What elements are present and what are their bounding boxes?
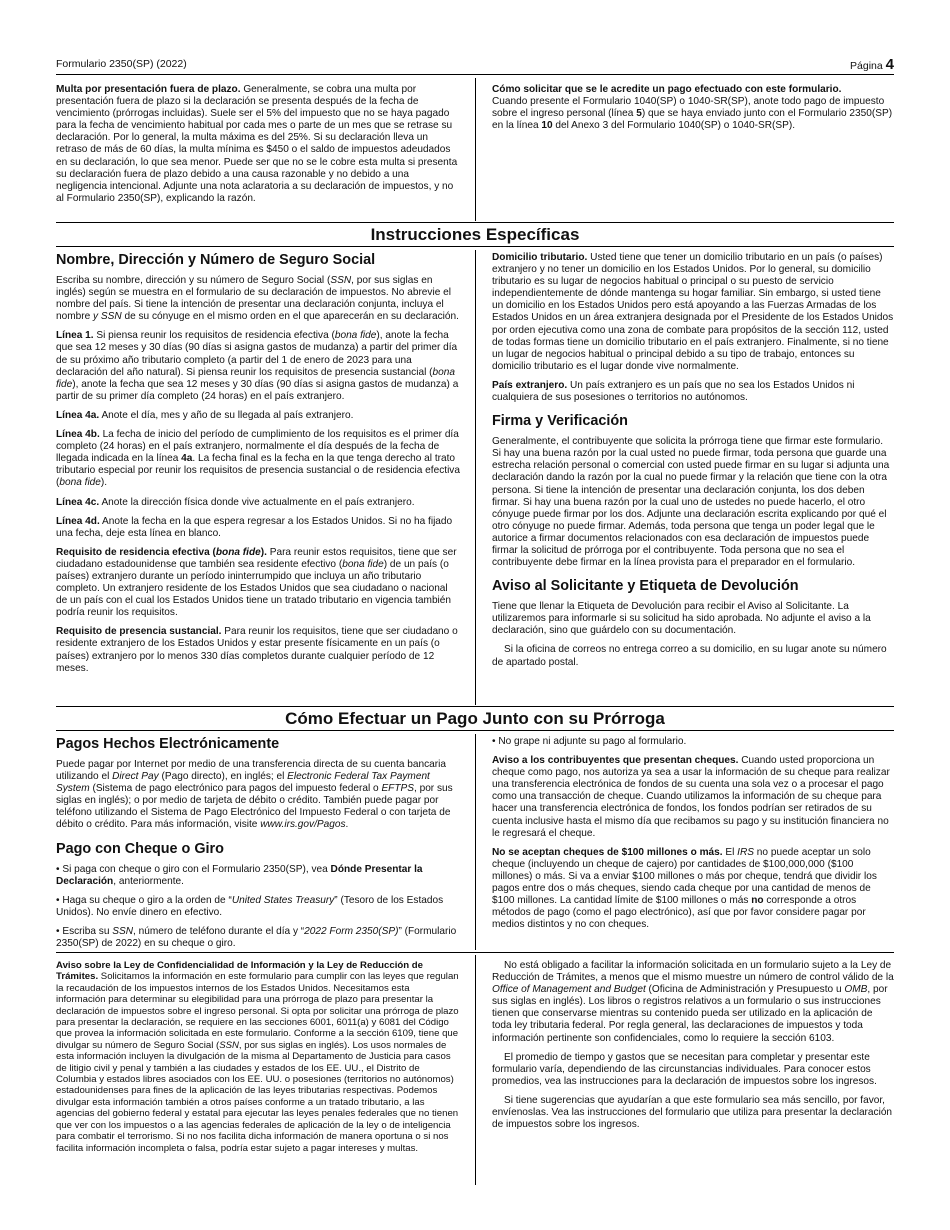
text-run [56,516,460,540]
electronic-section [56,736,460,957]
text-run: . [345,819,349,831]
text-run: El promedio de tiempo y gastos que se necesitan para completar y presentar este formulario varía, dependiendo de las circunstancias individuales. Para conocer estos promedios, vea las instrucciones para la declaración de impuestos sobre los ingresos. [492,1051,877,1087]
privacy-section [56,960,460,1161]
text-run [492,84,894,132]
text-run: ), anote la fecha que sea 12 meses y 30 días (90 días si asigna gastos de mudanza) a partir del primer día de su próximo año tributario completo (a partir del 1 de enero de 2023 para una declaración del año natural). Si piensa reunir los requisitos de presencia sustancial ( [56,330,458,378]
name-section [56,252,460,682]
text-run: SSN [219,1039,239,1051]
text-run: , anteriormente. [113,875,184,887]
text-run: ) de un país (o países) extranjero durante un período ininterrumpido que incluya un año tributario completo. Un extranjero residente de los Estados Unidos que sea ciudadano o nacional de un país con el cual los Estados Unidos tiene un tratado tributario en vigencia también podría reunir los requisitos. [56,558,452,619]
text-run: Línea 1. [56,330,94,342]
text-run: Para reunir los requisitos, tiene que ser ciudadano o residente extranjero de los Estados Unidos y estar presente físicamente en un país (o países) extranjero por lo menos 330 días completos durante cualquier período de 12 meses. [56,626,458,674]
text-run [56,429,460,489]
text-run: ), anote la fecha que sea 12 meses y 30 días (90 días si asigna gastos de mudanza) a partir de su primer día completo (24 horas) en el país extranjero. [56,378,459,402]
text-run: Anote la dirección física donde vive actualmente en el país extranjero. [99,496,415,508]
heading-check: Pago con Cheque o Giro [56,840,224,857]
text-run: Multa por presentación fuera de plazo. [56,84,241,95]
text-run: Solicitamos la información en este formulario para cumplir con las leyes que regulan la recaudación de los impuestos internos de los Estados Unidos. Necesitamos esta información para determinar su elegibilidad para una prórroga de plazo para presentar la declaración de impuestos sobre el ingreso personal. Si opta por solicitar una prórroga de plazo para presentar la declaración, se requiere en las secciones 6001, 6011(a) y 6081 del Código que provea la información solicitada en este formulario. Conforme a la sección 6109, tiene que divulgar su número de Seguro Social ( [56,971,459,1051]
text-run: Si la oficina de correos no entrega correo a su domicilio, en su lugar anote su número de apartado postal. [492,644,887,668]
text-run: del Anexo 3 del Formulario 1040(SP) o 1040-SR(SP). [552,120,795,132]
text-run [492,380,894,404]
section-title-payment: Cómo Efectuar un Pago Junto con su Prórroga [56,706,894,731]
text-run [56,626,460,674]
text-run: Cuando usted proporciona un cheque como pago, nos autoriza ya sea a usar la información de su cheque para realizar una transferencia electrónica de fondos de su cuenta una sola vez o a procesar el pago como una transacción de cheque. Cuando utilizamos la información de su cheque para hacer una transferencia electrónica de fondos, los fondos podrían ser retirados de su cuenta inclusive hasta el mismo día que recibamos su pago y su institución financiera no le regresará el cheque. [492,755,890,839]
text-run: , por sus siglas en inglés) según se muestra en el formulario de su declaración de impuestos. No abrevie el nombre del país. Si tiene la intención de presentar una declaración conjunta, incluya el nombre [56,275,451,323]
text-run [56,864,460,888]
text-run: bona fide [215,546,261,558]
text-run: EFTPS [381,783,414,795]
text-run: SSN [330,275,352,286]
text-run: (Sistema de pago electrónico para pagos del impuesto federal o [89,783,382,795]
text-run: Para reunir estos requisitos, tiene que ser ciudadano estadounidense que también sea residente efectivo ( [56,546,457,570]
divider [56,952,894,953]
text-run: Línea 4a. [56,409,100,421]
text-run: Aviso a los contribuyentes que presentan cheques. [492,755,739,767]
text-run [216,547,261,558]
text-run: Puede pagar por Internet por medio de una transferencia directa de su cuenta bancaria utilizando el [56,759,446,783]
text-run: Si piensa reunir los requisitos de residencia efectiva ( [93,330,335,342]
text-run: . La fecha final es la fecha en la que tenga derecho al trato tributario especial por reunir los requisitos de presencia sustancial o de residencia efectiva ( [56,453,460,489]
divider [56,246,894,247]
heading-notice: Aviso al Solicitante y Etiqueta de Devolución [492,578,799,595]
text-run [492,960,894,1045]
text-run: ” (Formulario 2350(SP) de 2022) en su cheque o giro. [56,925,457,950]
text-run: OMB [844,984,868,996]
text-run: , por sus siglas en inglés); o por medio de tarjeta de débito o crédito. También puede pagar por teléfono utilizando el Sistema de Pago Electrónico del Impuesto Federal o con tarjeta de débito o crédito. Para más información, visite [56,783,453,831]
paperwork-section [492,960,894,1138]
text-run: Requisito de residencia efectiva ( [56,546,216,558]
text-run: SSN [112,925,134,937]
text-run: Anote la fecha en la que espera regresar a los Estados Unidos. Si no ha fijado una fecha, deje esta línea en blanco. [56,515,453,539]
text-run: 2022 Form 2350(SP) [304,925,399,937]
text-run: Línea 4c. [56,496,100,508]
text-run: 10 [541,120,553,132]
text-run: Cómo solicitar que se le acredite un pago efectuado con este formulario. [492,84,842,95]
column-divider [475,734,476,950]
text-run: Requisito de presencia sustancial. [56,626,222,638]
text-run: y [93,311,99,323]
text-run: • Si paga con cheque o giro con el Formulario 2350(SP), vea [56,863,331,875]
text-run: United States Treasury [231,894,335,906]
text-run: Electronic Federal Tax Payment System [56,771,430,795]
text-run: ” (Tesoro de los Estados Unidos). No envíe dinero en efectivo. [56,894,444,918]
form-id: Formulario 2350(SP) (2022) [56,58,187,70]
text-run: Línea 4d. [56,515,100,527]
text-run: www.irs.gov/Pagos [260,819,346,831]
text-run: bona fide [56,366,455,390]
text-run: Dónde Presentar la Declaración [56,863,423,887]
text-run: 5 [636,108,642,120]
column-divider [475,955,476,1185]
text-run [492,847,894,932]
text-run: (Oficina de Administración y Presupuesto u [645,984,845,996]
page-header [56,52,894,75]
text-run [56,275,460,323]
text-run: no puede aceptar un solo cheque (incluyendo un cheque de cajero) por cantidades de $100,000,000 ($100 millones) o más. Si va a enviar $100 millones o más por cheque, tendrá que dividir los pagos entre dos o más cheques, siendo cada cheque por una cantidad de menos de $100 millones. La cantidad límite de $100 millones o más [492,846,877,907]
text-run: , número de teléfono durante el día y “ [133,925,305,937]
text-run: , por sus siglas en inglés). Los libros o registros relativos a un formulario o sus instrucciones tienen que conservarse mientras su contenido pueda ser utilizado en la aplicación de toda ley tributaria federal. Por regla general, las declaraciones de impuestos y toda información pertinente son confidenciales, como lo requiere la sección 6103. [492,984,888,1044]
penalty-section [56,84,460,212]
text-run: Usted tiene que tener un domicilio tributario en un país (o países) extranjero y no tener un domicilio en los Estados Unidos. Por lo general, su domicilio tributario es su lugar de negocios habitual o principal o su puesto de servicio independientemente de dónde mantenga su hogar familiar. Sin embargo, si usted tiene un domicilio en los Estados Unidos pero está apoyando a las Fuerzas Armadas de los Estados Unidos en un área extranjera designada por el Presidente de los Estados Unidos por orden ejecutiva como una zona de combate para propósitos de la sección 112, usted de todas formas tiene un domicilio tributario en el país extranjero. Finalmente, si no tiene un lugar de negocios habitual o principal debido a su tipo de trabajo, entonces su domicilio tributario es el lugar donde vive normalmente. [492,252,894,372]
text-run: SSN [100,311,122,323]
text-run [56,547,460,620]
heading-name: Nombre, Dirección y Número de Seguro Social [56,252,376,268]
text-run: bona fide [334,330,377,342]
text-run [492,252,894,373]
text-run: Un país extranjero es un país que no sea los Estados Unidos ni cualquiera de sus posesiones o territorios no autónomos. [492,379,855,404]
text-run: Aviso sobre la Ley de Confidencialidad de Información y la Ley de Reducción de Trámites. [56,960,423,983]
text-run: (Pago directo), en inglés; el [158,771,288,783]
text-run: ) que se haya enviado junto con el Formulario 2350(SP) en la línea [492,108,893,132]
domicile-section [492,252,894,676]
divider [56,730,894,731]
text-run: Domicilio tributario. [492,252,588,263]
text-run: Generalmente, el contribuyente que solicita la prórroga tiene que firmar este formulario. Si hay una buena razón por la cual usted no puede firmar, toda persona que guarde una estrecha relación personal o comercial con usted puede firmar en su lugar si adjunta una declaración dando la razón por la cual no puede firmar y la relación que tiene con la otra persona. Si tiene la intención de presentar una declaración conjunta, los dos deben firmar. Si hay una buena razón por la cual uno de ustedes no puede hacerlo, el otro cónyuge puede firmar por los dos. Adjunte una declaración escrita explicando por qué el otro cónyuge no puede firmar. Además, toda persona que tenga un poder legal que le autorice a firmar documentos relacionados con esa declaración de impuestos puede firmar la solicitud de prórroga por el contribuyente. Toda persona que no sea el contribuyente debe firmar en la línea provista para el preparador en el formulario. [492,436,890,569]
text-run [56,330,460,403]
text-run: Office of Management and Budget [492,984,646,996]
text-run: Tiene que llenar la Etiqueta de Devolución para recibir el Aviso al Solicitante. La utilizaremos para informarle si su solicitud ha sido aprobada. No adjunte el aviso a la declaración, sino que guárdelo con su documentación. [492,601,871,637]
check-notice-section [492,736,894,938]
text-run: no [751,895,764,907]
text-run: Escriba su nombre, dirección y su número de Seguro Social ( [56,275,331,286]
text-run [56,960,460,1154]
text-run: • No grape ni adjunte su pago al formulario. [492,736,687,747]
text-run: , por sus siglas en inglés). Los usos normales de esta información incluyen la divulgación de la misma al Departamento de Justicia para casos de litigio civil y penal y también a las ciudades y estados de los EE. UU., el Distrito de Columbia y estados libres asociados con los EE. UU. o posesiones (territorios no autónomos) estadounidenses para fines de la aplicación de las leyes tributarias respectivas. Podemos divulgar esta información también a otros países conforme a un tratado tributario, a las agencias del gobierno federal y estatal para ejecutar las leyes penales federales que no tienen que ver con los impuestos o a las agencias federales de aplicación de la ley o de inteligencia para combatir el terrorismo. Si no nos facilita dicha información de manera oportuna o si nos facilita información incompleta o falsa, podría estar sujeto a pagar intereses y multas. [56,1039,459,1154]
text-run [56,926,460,950]
text-run: Si tiene sugerencias que ayudarían a que este formulario sea más sencillo, por favor, envíenoslas. Vea las instrucciones del formulario que utiliza para presentar la declaración de impuestos sobre los ingresos. [492,1094,893,1131]
text-run: Anote el día, mes y año de su llegada al país extranjero. [99,409,354,421]
column-divider [475,78,476,221]
text-run [492,755,894,840]
text-run: ). [100,477,108,489]
page-number: Página 4 [850,56,894,73]
text-run: bona fide [342,558,384,570]
credit-section [492,84,894,139]
text-run [56,410,460,422]
section-title-specific: Instrucciones Específicas [56,222,894,247]
text-run: bona fide [59,477,101,489]
text-run [56,759,460,832]
heading-electronic: Pagos Hechos Electrónicamente [56,736,280,752]
text-run: No se aceptan cheques de $100 millones o más. [492,846,723,858]
text-run: No está obligado a facilitar la información solicitada en un formulario sujeto a la Ley de Reducción de Trámites, a menos que el mismo muestre un número de control válido de la [492,960,894,984]
text-run: • Haga su cheque o giro a la orden de “ [56,894,232,906]
text-run: País extranjero. [492,379,568,391]
text-run: El [722,846,738,858]
text-run: 4a [181,453,193,465]
text-run: La fecha de inicio del período de cumplimiento de los requisitos es el primer día completo (24 horas) en el país extranjero, normalmente el día después de la fecha de llegada indicada en la línea [56,429,459,465]
column-divider [475,250,476,705]
text-run: • Escriba su [56,925,113,937]
heading-signature: Firma y Verificación [492,413,628,430]
text-run [56,895,460,919]
text-run: corresponde a otros métodos de pago (como el pago electrónico), así que por favor considere pagar por medios distintos y no con cheques. [492,895,866,931]
text-run [56,497,460,509]
text-run: Cuando presente el Formulario 1040(SP) o 1040-SR(SP), anote todo pago de impuesto sobre el ingreso personal (línea [492,96,885,120]
text-run: Generalmente, se cobra una multa por presentación fuera de plazo si la declaración se presenta después de la fecha de vencimiento (prórrogas incluidas). Suele ser el 5% del impuesto que no se haya pagado para la fecha de vencimiento habitual por cada mes o parte de un mes que se retrase su declaración. Por lo general, la multa máxima es del 25%. Si su declaración lleva un retraso de más de 60 días, la multa mínima es $450 o el saldo de impuestos adeudados en su declaración, lo que sea menor. Puede ser que no se le cobre esta multa si presenta su declaración fuera de plazo debido a una causa razonable y no debido a una negligencia intencional. Adjunte una nota aclaratoria a su declaración de impuestos, y no al Formulario 2350(SP), explicando la razón. [56,84,458,204]
text-run: ). [260,546,267,558]
text-run: Línea 4b. [56,429,100,441]
text-run: Direct Pay [112,771,159,783]
text-run: IRS [737,846,754,858]
text-run [56,84,460,205]
text-run: de su cónyuge en el mismo orden en el que aparecerán en su declaración. [121,311,459,323]
